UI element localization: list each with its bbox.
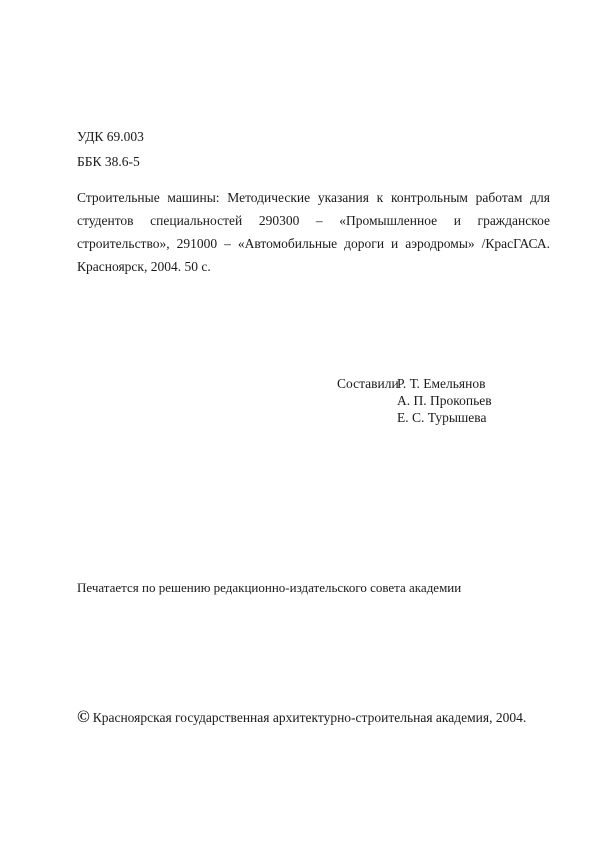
- copyright-text: Красноярская государственная архитектурно-строительная академия, 2004.: [92, 710, 527, 725]
- copyright-icon: ©: [77, 707, 90, 726]
- authors-block: [337, 375, 492, 426]
- description-line: Красноярск, 2004. 50 с.: [77, 259, 211, 274]
- author-name: Е. С. Турышева: [397, 410, 487, 425]
- bibliographic-description: [77, 186, 550, 278]
- author-name: Р. Т. Емельянов: [397, 376, 486, 391]
- authors-label: Составили: [337, 376, 399, 391]
- author-name: А. П. Прокопьев: [397, 393, 492, 408]
- publication-note: Печатается по решению редакционно-издательского совета академии: [77, 580, 462, 595]
- description-line: Строительные машины: Методические указания к контрольным работам для: [77, 190, 550, 205]
- bbk-code: ББК 38.6-5: [77, 154, 140, 169]
- copyright-line: [77, 709, 526, 726]
- description-line: строительство», 291000 – «Автомобильные дороги и аэродромы» /КрасГАСА.: [77, 236, 550, 251]
- description-line: студентов специальностей 290300 – «Промышленное и гражданское: [77, 213, 550, 228]
- udk-code: УДК 69.003: [77, 129, 144, 144]
